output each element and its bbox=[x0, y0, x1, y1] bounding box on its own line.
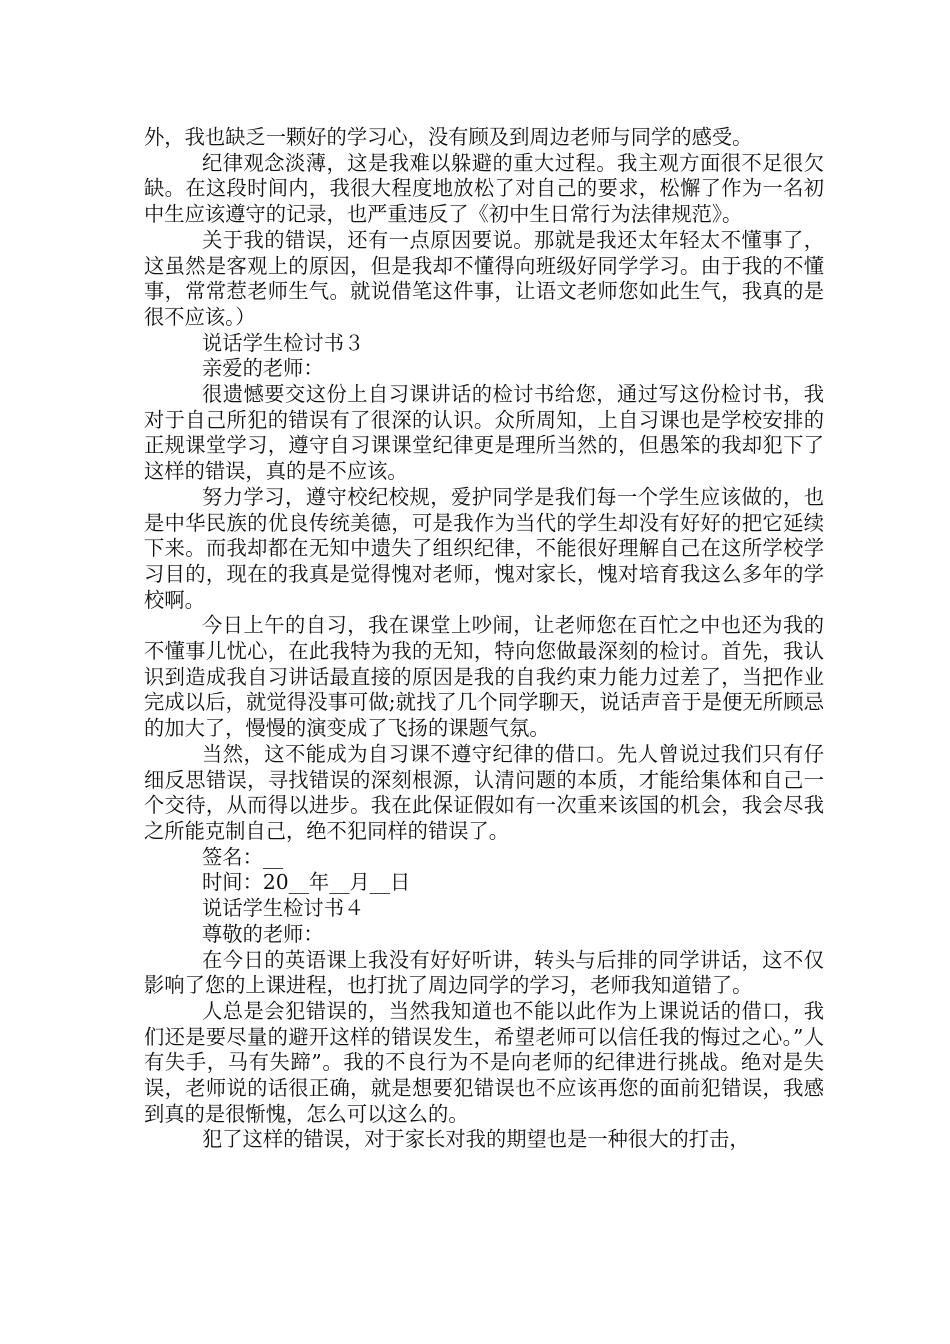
paragraph: 人总是会犯错误的，当然我知道也不能以此作为上课说话的借口，我们还是要尽量的避开这样的错误发生，希望老师可以信任我的悔过之心。”人有失手，马有失蹄”。我的不良行为不是向老师的纪律进行挑战。绝对是失误，老师说的话很正确，就是想要犯错误也不应该再您的面前犯错误，我感到真的是很惭愧，怎么可以这么的。 bbox=[144, 998, 824, 1126]
paragraph: 纪律观念淡薄，这是我难以躲避的重大过程。我主观方面很不足很欠缺。在这段时间内，我很大程度地放松了对自己的要求，松懈了作为一名初中生应该遵守的记录，也严重违反了《初中生日常行为法律规范》。 bbox=[144, 150, 824, 227]
signature-line: 签名：__ bbox=[202, 844, 284, 869]
date-line: 时间：20__年__月__日 bbox=[202, 870, 411, 895]
paragraph: 当然，这不能成为自习课不遵守纪律的借口。先人曾说过我们只有仔细反思错误，寻找错误的深刻根源，认清问题的本质，才能给集体和自己一个交待，从而得以进步。我在此保证假如有一次重来该国的机会，我会尽我之所能克制自己，绝不犯同样的错误了。 bbox=[144, 741, 824, 843]
salutation: 亲爱的老师： bbox=[202, 356, 324, 381]
paragraph: 在今日的英语课上我没有好好听讲，转头与后排的同学讲话，这不仅影响了您的上课进程，也打扰了周边同学的学习，老师我知道错了。 bbox=[144, 947, 824, 998]
paragraph: 外，我也缺乏一颗好的学习心，没有顾及到周边老师与同学的感受。 bbox=[144, 125, 753, 149]
paragraph: 今日上午的自习，我在课堂上吵闹，让老师您在百忙之中也还为我的不懂事儿忧心，在此我特为我的无知，特向您做最深刻的检讨。首先，我认识到造成我自习讲话最直接的原因是我的自我约束力能力过差了，当把作业完成以后，就觉得没事可做;就找了几个同学聊天，说话声音于是便无所顾忌的加大了，慢慢的演变成了飞扬的课题气氛。 bbox=[144, 613, 824, 741]
section-title: 说话学生检讨书４ bbox=[202, 896, 365, 921]
paragraph: 努力学习，遵守校纪校规，爱护同学是我们每一个学生应该做的，也是中华民族的优良传统美德，可是我作为当代的学生却没有好好的把它延续下来。而我却都在无知中遗失了组织纪律，不能很好理解自己在这所学校学习目的，现在的我真是觉得愧对老师，愧对家长，愧对培育我这么多年的学校啊。 bbox=[144, 484, 824, 612]
paragraph: 很遗憾要交这份上自习课讲话的检讨书给您，通过写这份检讨书，我对于自己所犯的错误有了很深的认识。众所周知，上自习课也是学校安排的正规课堂学习，遵守自习课课堂纪律更是理所当然的，但愚笨的我却犯下了这样的错误，真的是不应该。 bbox=[144, 382, 824, 484]
section-title: 说话学生检讨书３ bbox=[202, 330, 365, 355]
paragraph: 犯了这样的错误，对于家长对我的期望也是一种很大的打击， bbox=[202, 1127, 750, 1152]
salutation: 尊敬的老师： bbox=[202, 921, 324, 946]
paragraph: 关于我的错误，还有一点原因要说。那就是我还太年轻太不懂事了，这虽然是客观上的原因，但是我却不懂得向班级好同学学习。由于我的不懂事，常常惹老师生气。就说借笔这件事，让语文老师您如此生气，我真的是很不应该。） bbox=[144, 227, 824, 329]
document-page bbox=[144, 125, 824, 1153]
